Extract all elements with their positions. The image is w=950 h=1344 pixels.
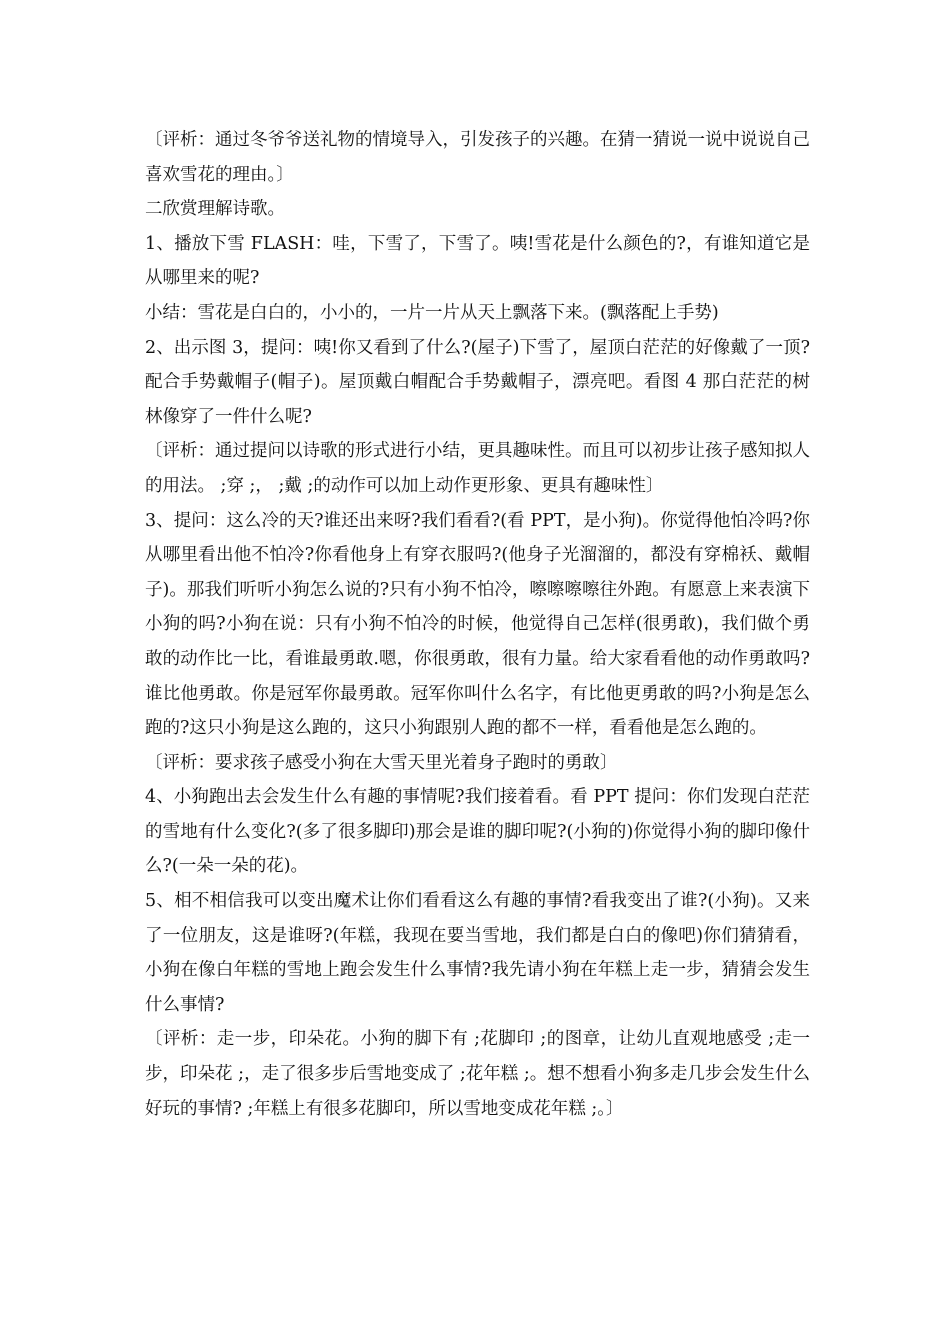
document-body <box>145 123 810 1126</box>
paragraph-comment-2: 〔评析：通过提问以诗歌的形式进行小结，更具趣味性。而且可以初步让孩子感知拟人的用法。 ;穿 ;， ;戴 ;的动作可以加上动作更形象、更具有趣味性〕 <box>145 441 810 496</box>
paragraph-comment-1: 〔评析：通过冬爷爷送礼物的情境导入，引发孩子的兴趣。在猜一猜说一说中说说自己喜欢雪花的理由。〕 <box>145 130 810 185</box>
paragraph-step-3: 3、提问：这么冷的天?谁还出来呀?我们看看?(看 PPT，是小狗)。你觉得他怕冷吗?你从哪里看出他不怕冷?你看他身上有穿衣服吗?(他身子光溜溜的，都没有穿棉袄、戴帽子)。那我们听听小狗怎么说的?只有小狗不怕冷，嚓嚓嚓嚓往外跑。有愿意上来表演下小狗的吗?小狗在说：只有小狗不怕冷的时候，他觉得自己怎样(很勇敢)，我们做个勇敢的动作比一比，看谁最勇敢.嗯，你很勇敢，很有力量。给大家看看他的动作勇敢吗?谁比他勇敢。你是冠军你最勇敢。冠军你叫什么名字，有比他更勇敢的吗?小狗是怎么跑的?这只小狗是这么跑的，这只小狗跟别人跑的都不一样，看看他是怎么跑的。 <box>145 510 810 739</box>
paragraph-step-5: 5、相不相信我可以变出魔术让你们看看这么有趣的事情?看我变出了谁?(小狗)。又来了一位朋友，这是谁呀?(年糕，我现在要当雪地，我们都是白白的像吧)你们猜猜看，小狗在像白年糕的雪地上跑会发生什么事情?我先请小狗在年糕上走一步，猜猜会发生什么事情? <box>145 891 810 1015</box>
paragraph-step-2: 2、出示图 3，提问：咦!你又看到了什么?(屋子)下雪了，屋顶白茫茫的好像戴了一顶?配合手势戴帽子(帽子)。屋顶戴白帽配合手势戴帽子，漂亮吧。看图 4 那白茫茫的树林像穿了一件什么呢? <box>145 337 810 427</box>
paragraph-comment-3: 〔评析：要求孩子感受小狗在大雪天里光着身子跑时的勇敢〕 <box>145 752 618 773</box>
paragraph-comment-4: 〔评析：走一步，印朵花。小狗的脚下有 ;花脚印 ;的图章，让幼儿直观地感受 ;走一步，印朵花 ;，走了很多步后雪地变成了 ;花年糕 ;。想不想看小狗多走几步会发生什么好玩的事情? ;年糕上有很多花脚印，所以雪地变成花年糕 ;。〕 <box>145 1029 810 1119</box>
paragraph-step-4: 4、小狗跑出去会发生什么有趣的事情呢?我们接着看。看 PPT 提问：你们发现白茫茫的雪地有什么变化?(多了很多脚印)那会是谁的脚印呢?(小狗的)你觉得小狗的脚印像什么?(一朵一朵的花)。 <box>145 787 810 877</box>
paragraph-summary: 小结：雪花是白白的，小小的，一片一片从天上飘落下来。(飘落配上手势) <box>145 302 719 323</box>
paragraph-section-heading: 二欣赏理解诗歌。 <box>145 199 285 220</box>
paragraph-step-1: 1、播放下雪 FLASH：哇，下雪了，下雪了。咦!雪花是什么颜色的?，有谁知道它是从哪里来的呢? <box>145 233 810 289</box>
